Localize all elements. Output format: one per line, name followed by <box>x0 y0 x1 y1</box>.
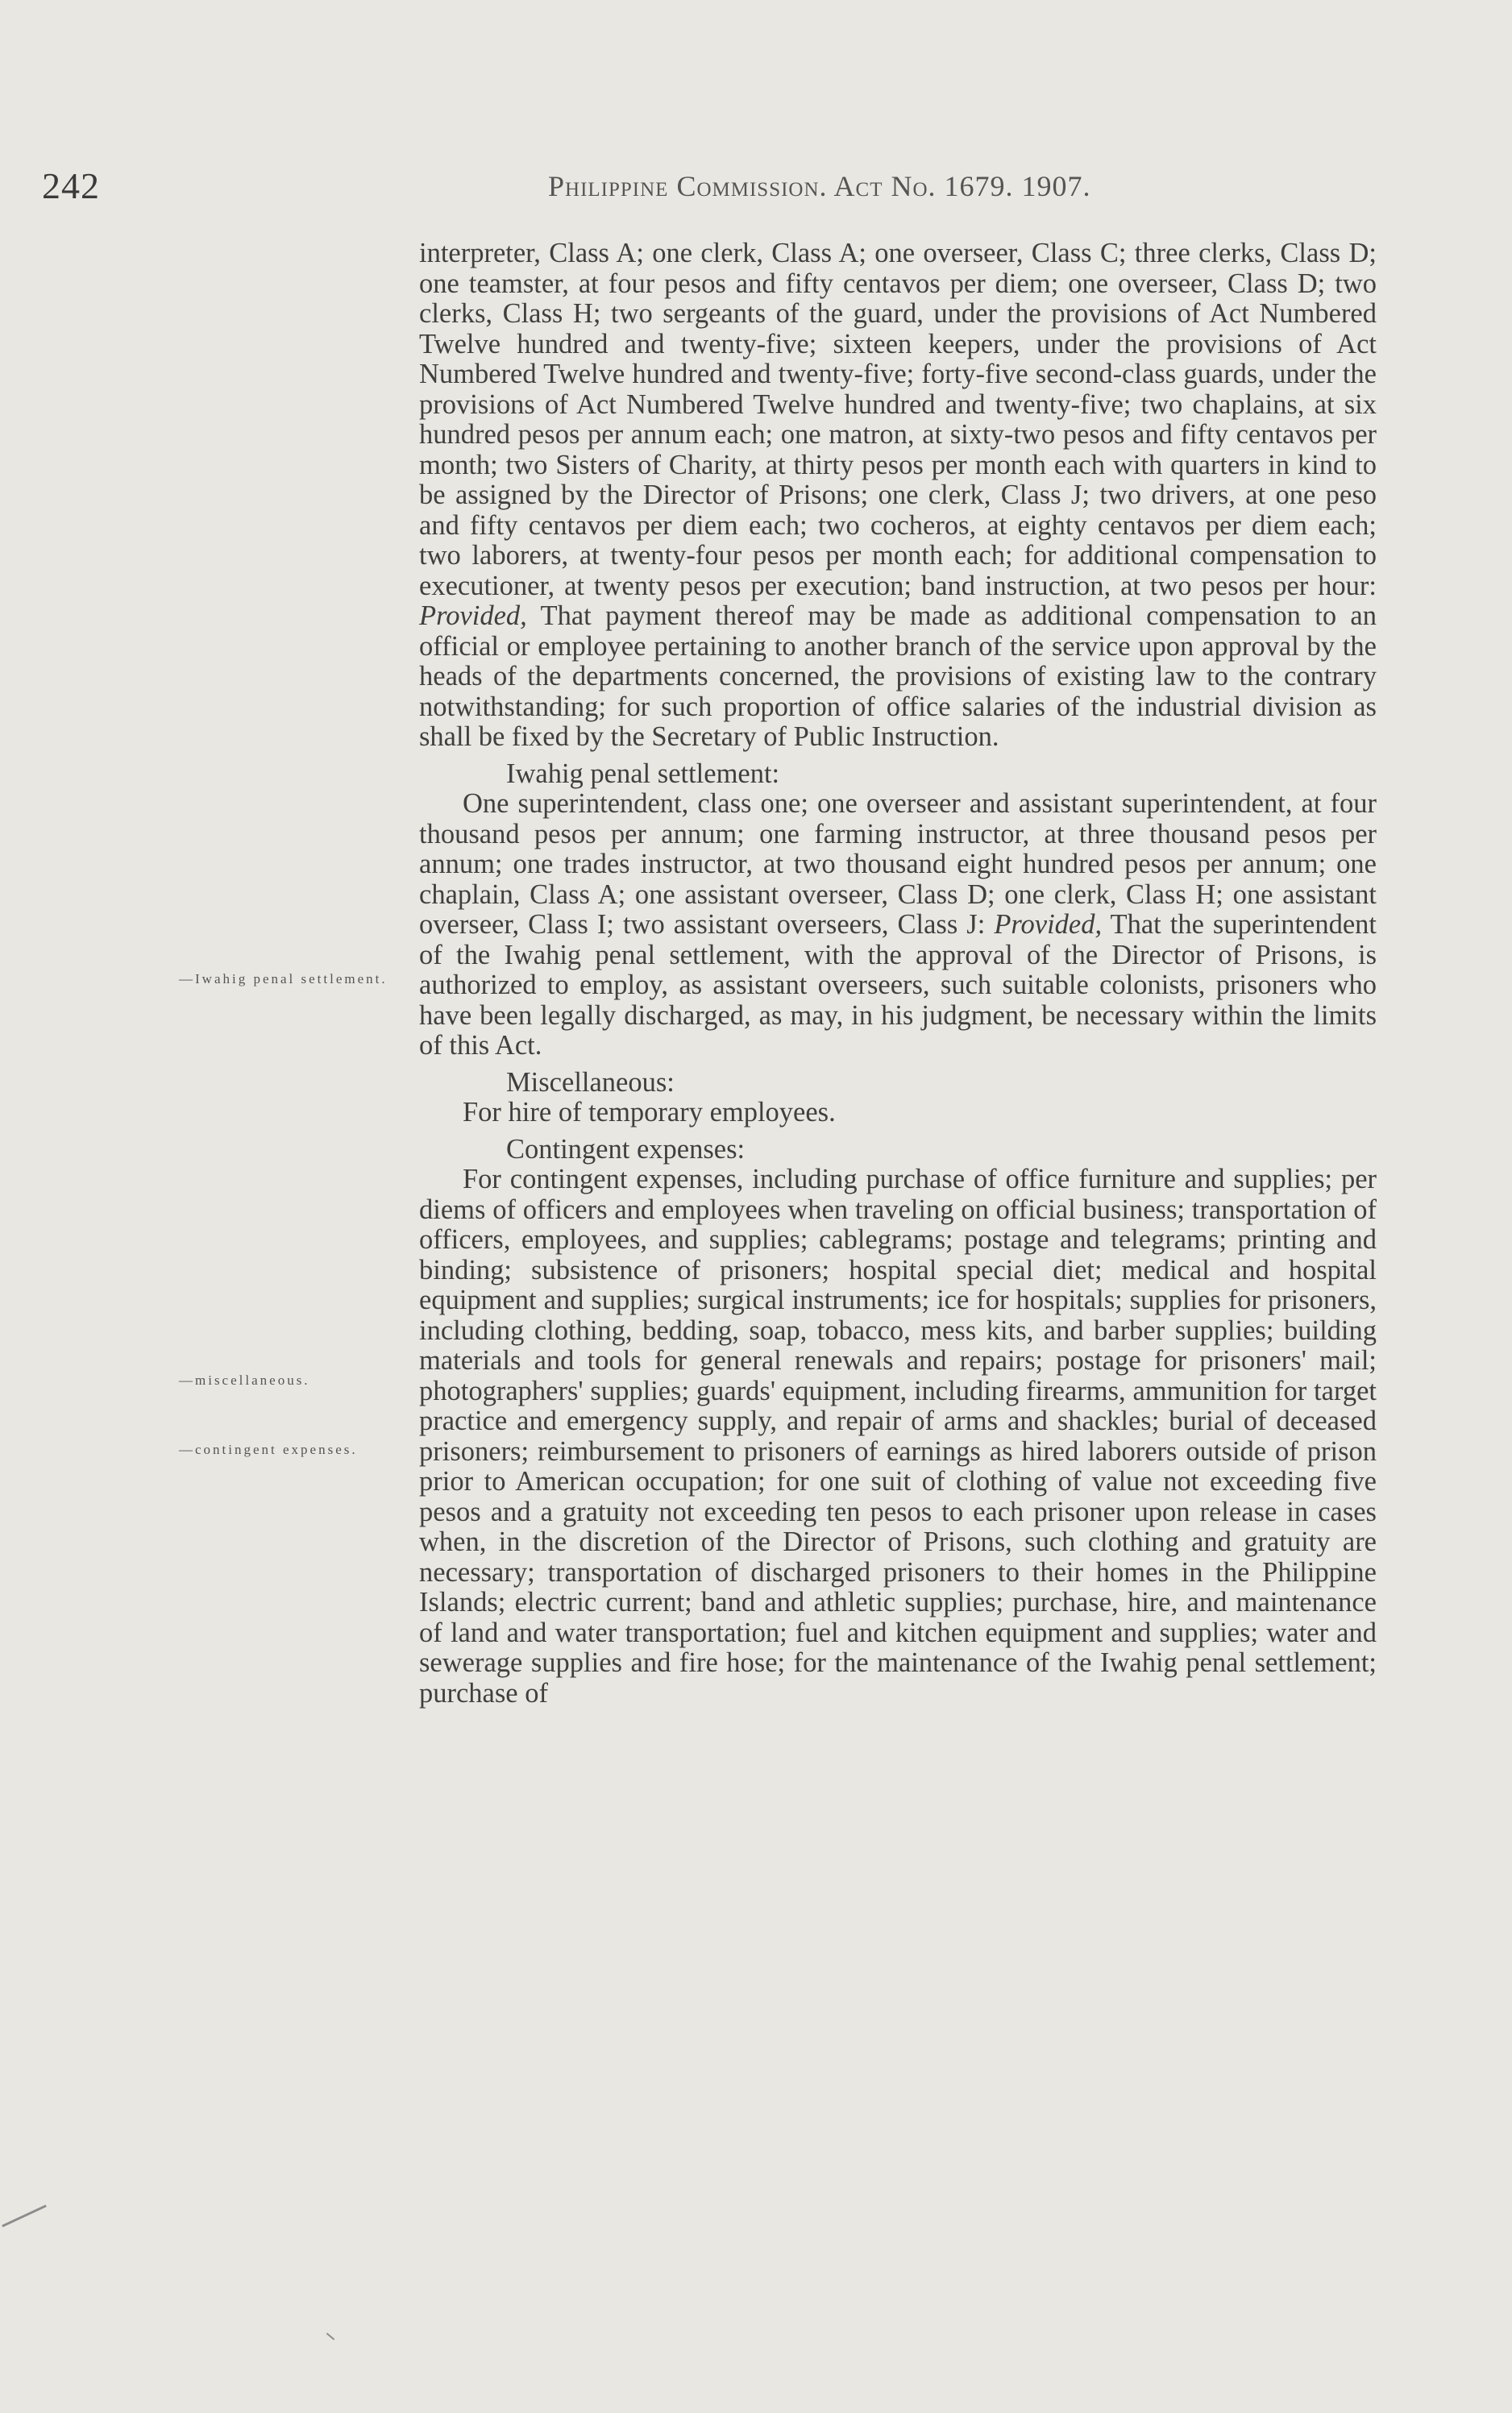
margin-scratch-mark <box>2 2204 47 2227</box>
margin-note-contingent-expenses: —contingent expenses. <box>179 1442 358 1457</box>
paragraph-contingent-expenses: For contingent expenses, including purchase of office furniture and supplies; per diems of officers and employees when traveling on official business; transportation of officers, employees, and supplies; cablegrams; postage and telegrams; printing and binding; subsistence of prisoners; hospital special diet; medical and hospital equipment and supplies; surgical instruments; ice for hospitals; supplies for prisoners, including clothing, bedding, soap, tobacco, mess kits, and barber supplies; building materials and tools for general renewals and repairs; postage for prisoners' mail; photographers' supplies; guards' equipment, including firearms, ammunition for target practice and emergency supply, and repair of arms and shackles; burial of deceased prisoners; reimbursement to prisoners of earnings as hired laborers outside of prison prior to American occupation; for one suit of clothing of value not exceeding five pesos and a gratuity not exceeding ten pesos to each prisoner upon release in cases when, in the discretion of the Director of Prisons, such clothing and gratuity are necessary; transportation of discharged prisoners to their homes in the Philippine Islands; electric current; band and athletic supplies; purchase, hire, and maintenance of land and water transportation; fuel and kitchen equipment and supplies; water and sewerage supplies and fire hose; for the maintenance of the Iwahig penal settlement; purchase of <box>419 1164 1377 1709</box>
paragraph-miscellaneous: For hire of temporary employees. <box>463 1097 836 1128</box>
provided-italic-iwahig: Provided, <box>994 909 1103 940</box>
paragraph-iwahig-text: One superintendent, class one; one overseer and assistant superintendent, at four thousand pesos per annum; one farming instructor, at three thousand pesos per annum; one trades instructor, at two thousand eight hundred pesos per annum; one chaplain, Class A; one assistant overseer, Class D; one clerk, Class H; one assistant overseer, Class I; two assistant overseers, Class J: <box>419 788 1377 940</box>
paragraph-iwahig-tail: That the superintendent of the Iwahig penal settlement, with the approval of the Director of Prisons, is authorized to employ, as assistant overseers, such suitable colonists, prisoners who have been legally discharged, as may, in his judgment, be necessary within the limits of this Act. <box>419 909 1377 1061</box>
margin-note-miscellaneous: —miscellaneous. <box>179 1373 310 1388</box>
page-number: 242 <box>42 165 100 206</box>
body-text <box>419 239 1377 1709</box>
page-header <box>0 164 1512 213</box>
iwahig-heading: Iwahig penal settlement: <box>506 758 780 789</box>
running-head: Philippine Commission. Act No. 1679. 1907. <box>548 170 1091 202</box>
contingent-heading: Contingent expenses: <box>506 1133 746 1165</box>
provided-italic: Provided, <box>419 600 527 631</box>
paragraph-prison-personnel-tail: That payment thereof may be made as additional compensation to an official or employee pertaining to another branch of the service upon approval by the heads of the departments concerned, the provisions of existing law to the contrary notwithstanding; for such proportion of office salaries of the industrial division as shall be fixed by the Secretary of Public Instruction. <box>419 600 1377 752</box>
paper-speck-mark <box>326 2332 334 2340</box>
margin-note-iwahig: —Iwahig penal settlement. <box>179 971 388 986</box>
paragraph-prison-personnel-text: interpreter, Class A; one clerk, Class A; one overseer, Class C; three clerks, Class D; one teamster, at four pesos and fifty centavos per diem; one overseer, Class D; two clerks, Class H; two sergeants of the guard, under the provisions of Act Numbered Twelve hundred and twenty-five; sixteen keepers, under the provisions of Act Numbered Twelve hundred and twenty-five; forty-five second-class guards, under the provisions of Act Numbered Twelve hundred and twenty-five; two chaplains, at six hundred pesos per annum each; one matron, at sixty-two pesos and fifty centavos per month; two Sisters of Charity, at thirty pesos per month each with quarters in kind to be assigned by the Director of Prisons; one clerk, Class J; two drivers, at one peso and fifty centavos per diem each; two cocheros, at eighty centavos per diem each; two laborers, at twenty-four pesos per month each; for additional compensation to executioner, at twenty pesos per execution; band instruction, at two pesos per hour: <box>419 238 1377 601</box>
paragraph-prison-personnel <box>419 239 1377 753</box>
miscellaneous-heading: Miscellaneous: <box>506 1066 675 1098</box>
paragraph-iwahig <box>419 789 1377 1061</box>
